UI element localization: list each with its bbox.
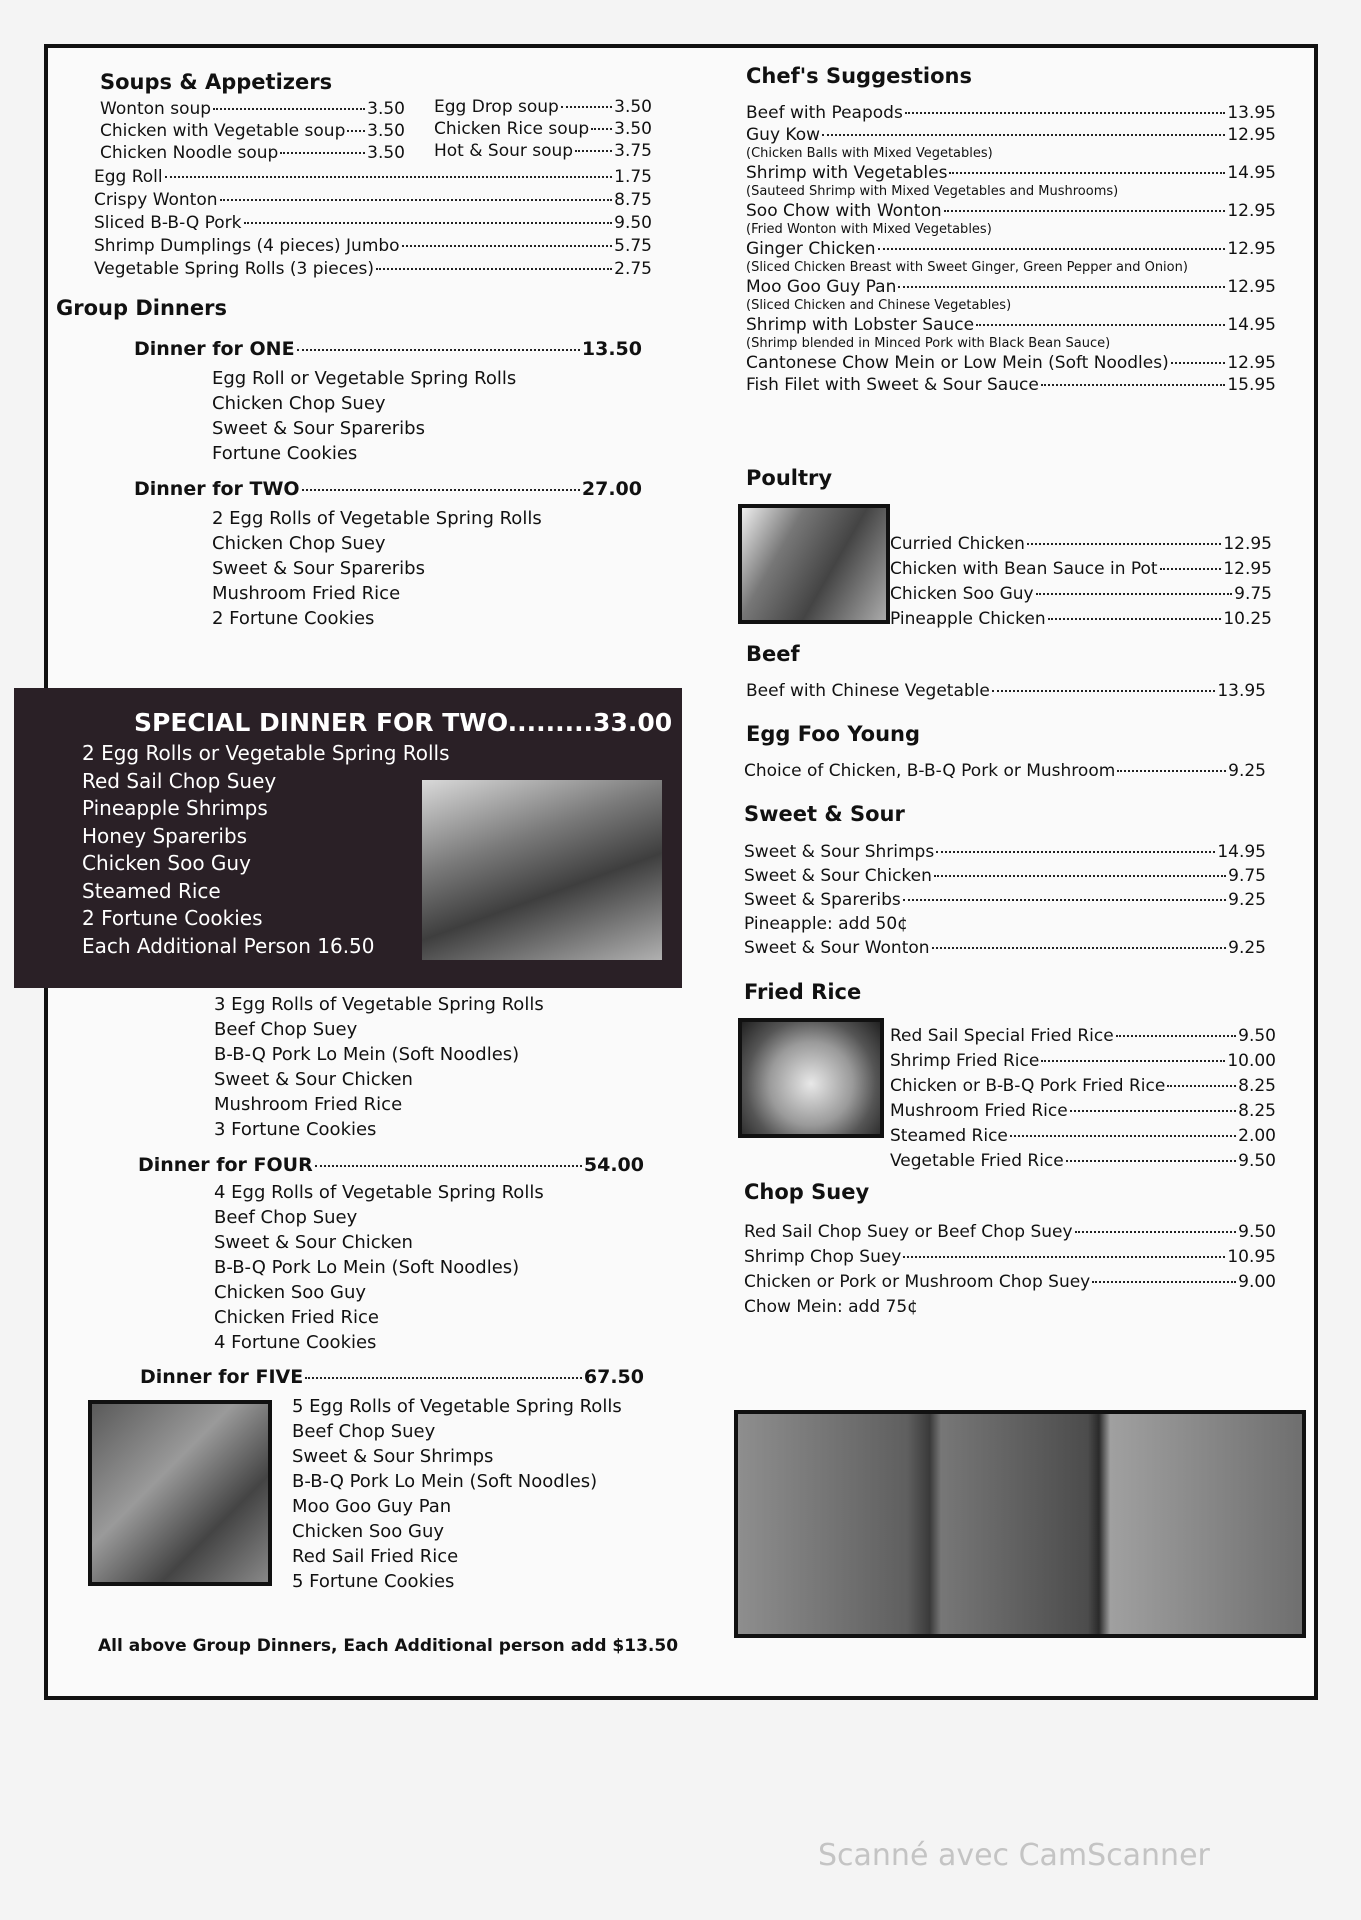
item-note: (Shrimp blended in Minced Pork with Black Bean Sauce) [746, 336, 1111, 351]
menu-item: Shrimp Chop Suey 10.95 [744, 1247, 1276, 1267]
menu-item: Sliced B-B-Q Pork 9.50 [94, 213, 652, 233]
chef-suggestions-title: Chef's Suggestions [746, 64, 972, 88]
special-dinner-items: 2 Egg Rolls or Vegetable Spring Rolls Red Sail Chop Suey Pineapple Shrimps Honey Spareribs Chicken Soo Guy Steamed Rice 2 Fortune Cookies Each Additional Person 16.50 [82, 741, 450, 958]
dishes-photo-strip [734, 1410, 1306, 1638]
menu-item: Chicken Soo Guy 9.75 [890, 584, 1272, 604]
menu-item: Moo Goo Guy Pan 12.95 [746, 277, 1276, 297]
soups-col2 [434, 96, 652, 162]
menu-item: Chicken Noodle soup 3.50 [100, 143, 405, 163]
menu-item: Chicken Rice soup 3.50 [434, 119, 652, 139]
poultry-list [890, 532, 1272, 632]
menu-item: Shrimp Dumplings (4 pieces) Jumbo 5.75 [94, 236, 652, 256]
dinner-two-items: 2 Egg Rolls of Vegetable Spring Rolls Chicken Chop Suey Sweet & Sour Spareribs Mushroom Fried Rice 2 Fortune Cookies [212, 508, 542, 629]
menu-item: Pineapple Chicken 10.25 [890, 609, 1272, 629]
egg-foo-young-title: Egg Foo Young [746, 722, 921, 746]
chef-suggestions-list [746, 102, 1276, 396]
fried-rice-photo [738, 1018, 884, 1138]
menu-item: Wonton soup 3.50 [100, 99, 405, 119]
pineapple-note: Pineapple: add 50¢ [744, 914, 908, 934]
soups-title: Soups & Appetizers [100, 70, 333, 94]
special-dinner-banner [14, 688, 682, 988]
menu-item: Sweet & Sour Wonton 9.25 [744, 938, 1266, 958]
dinner-three-items: 3 Egg Rolls of Vegetable Spring Rolls Beef Chop Suey B-B-Q Pork Lo Mein (Soft Noodles) Sweet & Sour Chicken Mushroom Fried Rice 3 Fortune Cookies [214, 994, 544, 1140]
menu-item: Egg Drop soup 3.50 [434, 97, 652, 117]
menu-item: Chicken with Bean Sauce in Pot 12.95 [890, 559, 1272, 579]
chow-mein-note: Chow Mein: add 75¢ [744, 1297, 918, 1317]
egg-foo-young-list [744, 760, 1266, 782]
dinner-two-header: Dinner for TWO 27.00 [134, 478, 642, 500]
group-dinners-footer: All above Group Dinners, Each Additional person add $13.50 [98, 1636, 679, 1656]
fried-rice-list [890, 1024, 1276, 1174]
menu-page [44, 44, 1318, 1700]
chop-suey-title: Chop Suey [744, 1180, 870, 1204]
item-note: (Fried Wonton with Mixed Vegetables) [746, 222, 992, 237]
dinner-five-header: Dinner for FIVE 67.50 [140, 1366, 644, 1388]
menu-item: Soo Chow with Wonton 12.95 [746, 201, 1276, 221]
poultry-title: Poultry [746, 466, 833, 490]
menu-item: Red Sail Chop Suey or Beef Chop Suey 9.50 [744, 1222, 1276, 1242]
menu-item: Vegetable Fried Rice 9.50 [890, 1151, 1276, 1171]
special-dinner-title: SPECIAL DINNER FOR TWO.........33.00 [134, 708, 673, 737]
menu-item: Crispy Wonton 8.75 [94, 190, 652, 210]
menu-item: Sweet & Sour Chicken 9.75 [744, 866, 1266, 886]
dinner-five-items: 5 Egg Rolls of Vegetable Spring Rolls Beef Chop Suey Sweet & Sour Shrimps B-B-Q Pork Lo Mein (Soft Noodles) Moo Goo Guy Pan Chicken Soo Guy Red Sail Fried Rice 5 Fortune Cookies [292, 1396, 622, 1592]
item-note: (Sliced Chicken Breast with Sweet Ginger, Green Pepper and Onion) [746, 260, 1188, 275]
menu-item: Cantonese Chow Mein or Low Mein (Soft Noodles) 12.95 [746, 353, 1276, 373]
sweet-sour-title: Sweet & Sour [744, 802, 905, 826]
menu-item: Beef with Peapods 13.95 [746, 103, 1276, 123]
menu-item: Vegetable Spring Rolls (3 pieces) 2.75 [94, 259, 652, 279]
item-note: (Sauteed Shrimp with Mixed Vegetables and Mushrooms) [746, 184, 1119, 199]
menu-item: Shrimp with Lobster Sauce 14.95 [746, 315, 1276, 335]
menu-item: Shrimp Fried Rice 10.00 [890, 1051, 1276, 1071]
appetizers-list [94, 166, 652, 281]
fried-rice-title: Fried Rice [744, 980, 862, 1004]
soups-col1 [100, 98, 405, 164]
sweet-sour-list [744, 840, 1266, 960]
menu-item: Guy Kow 12.95 [746, 125, 1276, 145]
menu-item: Curried Chicken 12.95 [890, 534, 1272, 554]
menu-item: Chicken or Pork or Mushroom Chop Suey 9.00 [744, 1272, 1276, 1292]
dinner-one-items: Egg Roll or Vegetable Spring Rolls Chicken Chop Suey Sweet & Sour Spareribs Fortune Cookies [212, 368, 517, 464]
spareribs-photo [422, 780, 662, 960]
poultry-photo [738, 504, 890, 624]
dinner-four-header: Dinner for FOUR 54.00 [138, 1154, 644, 1176]
beef-title: Beef [746, 642, 800, 666]
menu-item: Choice of Chicken, B-B-Q Pork or Mushroom 9.25 [744, 761, 1266, 781]
dinner-one-header: Dinner for ONE 13.50 [134, 338, 642, 360]
menu-item: Egg Roll 1.75 [94, 167, 652, 187]
menu-item: Beef with Chinese Vegetable 13.95 [746, 681, 1266, 701]
menu-item: Chicken or B-B-Q Pork Fried Rice 8.25 [890, 1076, 1276, 1096]
item-note: (Sliced Chicken and Chinese Vegetables) [746, 298, 1012, 313]
menu-item: Sweet & Sour Shrimps 14.95 [744, 842, 1266, 862]
menu-item: Red Sail Special Fried Rice 9.50 [890, 1026, 1276, 1046]
menu-item: Hot & Sour soup 3.75 [434, 141, 652, 161]
menu-item: Steamed Rice 2.00 [890, 1126, 1276, 1146]
beef-list [746, 680, 1266, 702]
menu-item: Chicken with Vegetable soup 3.50 [100, 121, 405, 141]
menu-item: Shrimp with Vegetables 14.95 [746, 163, 1276, 183]
chop-suey-list [744, 1220, 1276, 1320]
menu-item: Ginger Chicken 12.95 [746, 239, 1276, 259]
menu-item: Fish Filet with Sweet & Sour Sauce 15.95 [746, 375, 1276, 395]
menu-item: Mushroom Fried Rice 8.25 [890, 1101, 1276, 1121]
group-dinners-title: Group Dinners [56, 296, 227, 320]
dinner-four-items: 4 Egg Rolls of Vegetable Spring Rolls Beef Chop Suey Sweet & Sour Chicken B-B-Q Pork Lo Mein (Soft Noodles) Chicken Soo Guy Chicken Fried Rice 4 Fortune Cookies [214, 1182, 544, 1353]
noodles-photo [88, 1400, 272, 1586]
item-note: (Chicken Balls with Mixed Vegetables) [746, 146, 993, 161]
camscanner-watermark: Scanné avec CamScanner [818, 1838, 1210, 1873]
menu-item: Sweet & Spareribs 9.25 [744, 890, 1266, 910]
